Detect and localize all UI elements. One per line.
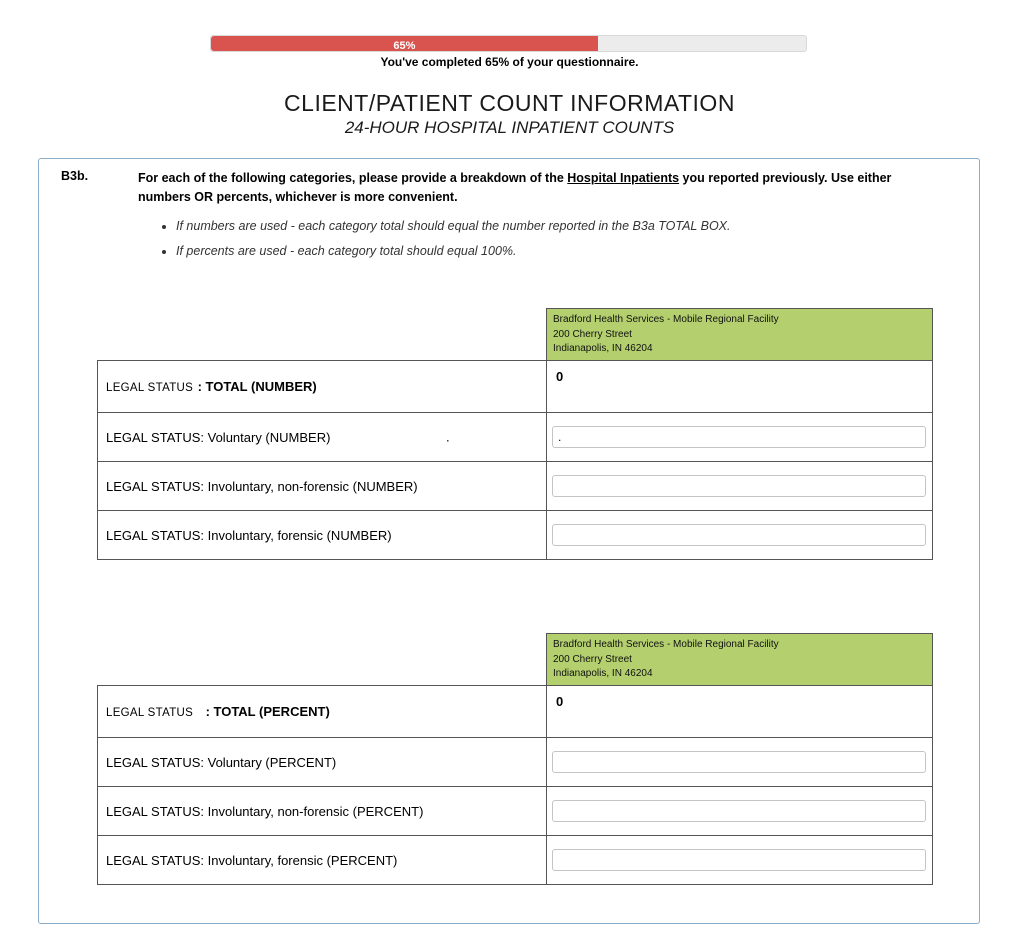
hospital-inpatients-link[interactable]: Hospital Inpatients — [567, 171, 680, 185]
row-input-cell — [547, 462, 933, 511]
row-label: LEGAL STATUS: Voluntary (PERCENT) — [106, 754, 337, 770]
progress-percent-label: 65% — [393, 40, 416, 52]
legal-status-percent-table — [97, 633, 933, 885]
facility-header-row — [98, 309, 933, 361]
table-row — [98, 413, 933, 462]
total-row — [98, 361, 933, 413]
facility-header-cell — [547, 634, 933, 686]
row-label: LEGAL STATUS: Involuntary, non-forensic (NUMBER) — [106, 478, 418, 494]
facility-address-street: 200 Cherry Street — [553, 328, 632, 340]
row-label-cell — [98, 836, 547, 885]
row-label: LEGAL STATUS: Voluntary (NUMBER) — [106, 429, 331, 445]
facility-address-street: 200 Cherry Street — [553, 653, 632, 665]
facility-name: Bradford Health Services - Mobile Regional Facility — [553, 639, 779, 650]
row-label: LEGAL STATUS: Involuntary, forensic (NUMBER) — [106, 527, 392, 543]
facility-name: Bradford Health Services - Mobile Regional Facility — [553, 314, 779, 325]
question-box — [38, 158, 980, 924]
total-value: 0 — [547, 686, 933, 738]
table-row — [98, 836, 933, 885]
legal-status-number-table — [97, 308, 933, 560]
row-label: LEGAL STATUS: Involuntary, forensic (PERCENT) — [106, 852, 398, 868]
total-row — [98, 686, 933, 738]
involuntary-forensic-percent-input[interactable] — [552, 849, 926, 871]
row-label-cell — [98, 462, 547, 511]
table-row — [98, 787, 933, 836]
table-row — [98, 511, 933, 560]
row-label-cell — [98, 511, 547, 560]
empty-cell — [98, 634, 547, 686]
total-value: 0 — [547, 361, 933, 413]
row-label: LEGAL STATUS: Involuntary, non-forensic (PERCENT) — [106, 803, 424, 819]
progress-bar — [210, 35, 807, 52]
facility-address-city: Indianapolis, IN 46204 — [553, 343, 653, 354]
row-label-cell — [98, 413, 547, 462]
table-row — [98, 738, 933, 787]
row-input-cell — [547, 836, 933, 885]
question-text — [138, 169, 938, 208]
question-number: B3b. — [61, 169, 89, 183]
empty-cell — [98, 309, 547, 361]
facility-header-cell — [547, 309, 933, 361]
total-label-prefix: LEGAL STATUS — [106, 706, 194, 719]
voluntary-number-input[interactable] — [552, 426, 926, 448]
facility-header-row — [98, 634, 933, 686]
row-label-cell — [98, 787, 547, 836]
total-label-prefix: LEGAL STATUS — [106, 381, 194, 394]
progress-caption: You've completed 65% of your questionnaire. — [380, 55, 639, 69]
instruction-bullets — [161, 219, 881, 269]
total-label-cell — [98, 361, 547, 413]
total-label: : TOTAL (PERCENT) — [205, 703, 330, 719]
row-input-cell — [547, 413, 933, 462]
facility-address-city: Indianapolis, IN 46204 — [553, 668, 653, 679]
row-label-cell — [98, 738, 547, 787]
table-row — [98, 462, 933, 511]
total-label-cell — [98, 686, 547, 738]
progress-fill — [211, 36, 598, 51]
row-input-cell — [547, 738, 933, 787]
row-input-cell — [547, 511, 933, 560]
page-title: CLIENT/PATIENT COUNT INFORMATION — [284, 90, 735, 116]
bullet-item-numbers: • If numbers are used - each category total should equal the number reported in the B3a TOTAL BOX. — [176, 219, 881, 233]
bullet-item-percents: • If percents are used - each category total should equal 100%. — [176, 244, 881, 258]
total-label: : TOTAL (NUMBER) — [197, 378, 317, 394]
involuntary-forensic-number-input[interactable] — [552, 524, 926, 546]
involuntary-nonforensic-percent-input[interactable] — [552, 800, 926, 822]
row-input-cell — [547, 787, 933, 836]
question-text-before: For each of the following categories, please provide a breakdown of the — [138, 171, 568, 185]
stray-dot: . — [446, 429, 450, 445]
voluntary-percent-input[interactable] — [552, 751, 926, 773]
question-text-after: you reported previously. Use either numbers OR percents, whichever is more convenient. — [138, 171, 892, 205]
involuntary-nonforensic-number-input[interactable] — [552, 475, 926, 497]
page-subtitle: 24-HOUR HOSPITAL INPATIENT COUNTS — [344, 118, 675, 137]
